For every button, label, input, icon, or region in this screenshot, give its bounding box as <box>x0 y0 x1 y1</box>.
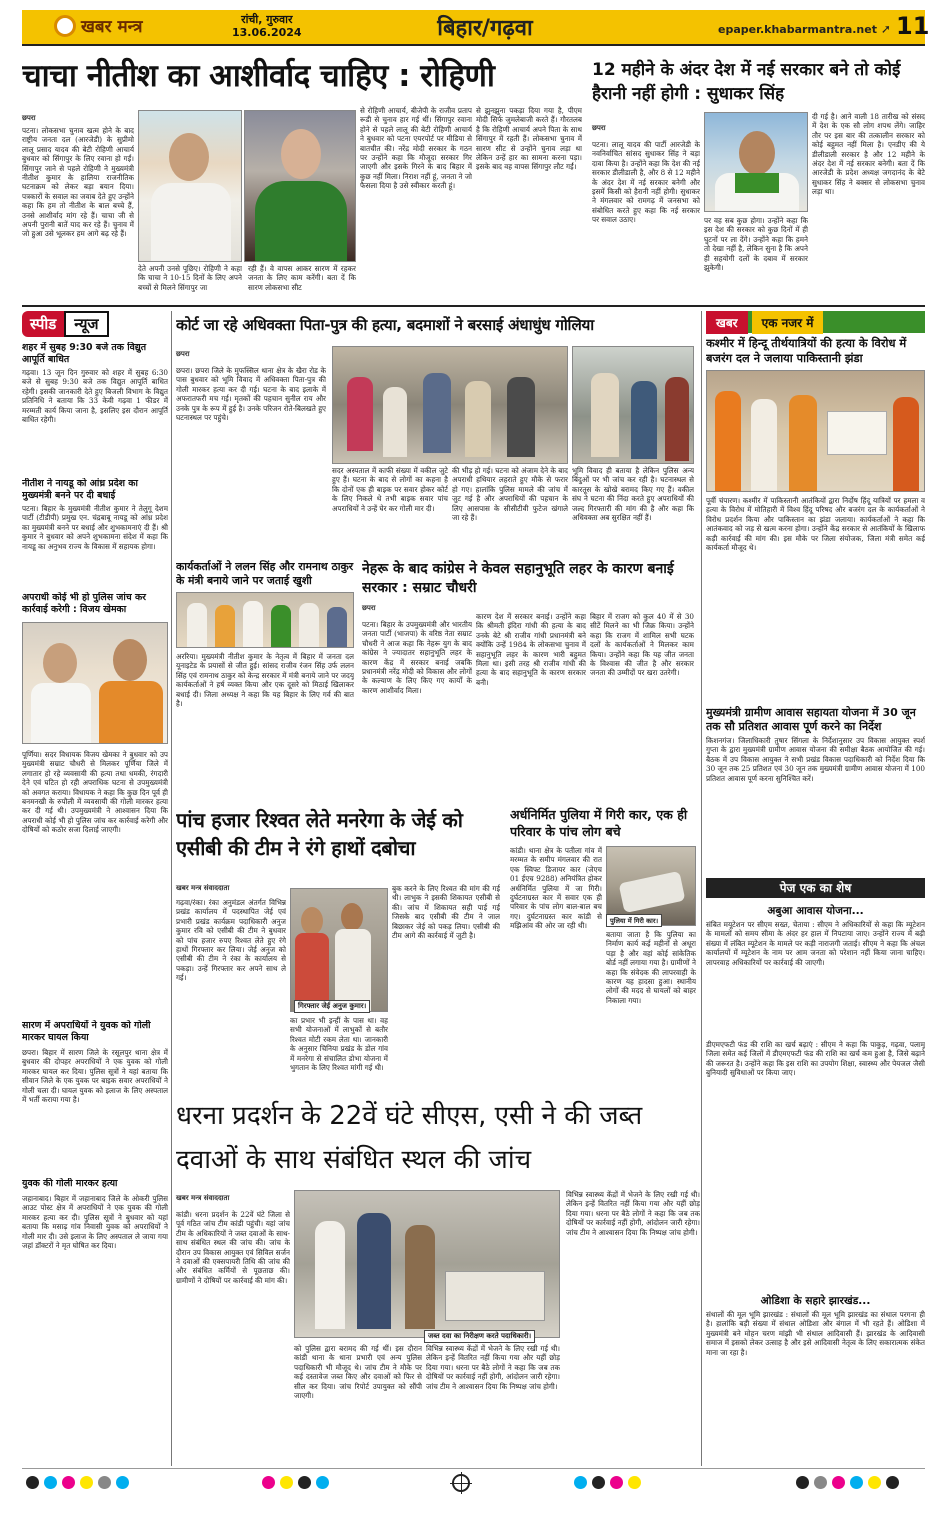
speed-item-4-head: सारण में अपराधियों ने युवक को गोली मारकर घायल किया <box>22 1020 151 1043</box>
section-title: बिहार/गढ़वा <box>437 16 533 41</box>
court-headline: कोर्ट जा रहे अधिवक्ता पिता-पुत्र की हत्या, बदमाशों ने बरसाई अंधाधुंध गोलिया <box>176 316 594 334</box>
sudhakar-photo <box>704 112 808 212</box>
kashmir-body: पूर्वी चंपारण। कश्मीर में पाकिस्तानी आतंकियों द्वारा निर्दोष हिंदू यात्रियों पर हमला व हत्या के विरोध में मोतिहारी में विश्व हिंदू परिषद और बजरंग दल के कार्यकर्ताओं ने विरोध प्रदर्शन किया और पाकिस्तान का झंडा जलाया। कार्यकर्ताओं ने कहा कि आतंकवाद को जड़ से खत्म करना होगा। उन्होंने केंद्र सरकार से आतंकियों के खिलाफ कड़ी कार्रवाई की मांग की। इस मौके पर जिला संयोजक, जिला मंत्री समेत कई कार्यकर्ता मौजूद थे। <box>706 496 925 553</box>
sudhakar-dateline: छपरा <box>592 124 606 132</box>
rohini-photo <box>244 110 356 262</box>
lead-body-col3: से रोहिणी आचार्य, बीजेपी के राजीव प्रताप रूडी से चुनाव हार गई थीं। सिंगापुर रवाना होने से पहले लालू की बेटी रोहिणी आचार्य ने बुधवार को पटना एयरपोर्ट पर मीडिया से बातचीत की। नरेंद्र मोदी सरकार के गठन पर उन्होंने कहा कि मौजूदा सरकार गिर जाएगी और इसके गिरने के बाद बिहार में कुछ नहीं मिला। निराश नहीं हूं, जनता ने जो फैसला दिया है उसे स्वीकार करती हूं। <box>360 106 472 191</box>
color-registration-mid <box>262 1476 329 1489</box>
culvert-body: कांडी। थाना क्षेत्र के पतीला गांव में मरम्मत के समीप मंगलवार की रात एक स्विफ्ट डिजायर कार (जेएच 01 ईएच 9288) अनियंत्रित होकर अर्धनिर्मित पुलिया में जा गिरी। दुर्घटनाग्रस्त कार में सवार एक ही परिवार के पांच लोग बाल-बाल बच गए। दुर्घटनाग्रस्त कार कांडी से मझिआंव की ओर जा रही थी। <box>510 846 602 931</box>
nitish-photo <box>138 110 242 262</box>
nehru-dateline: छपरा <box>362 604 376 612</box>
divider <box>701 311 702 1466</box>
brand-logo[interactable] <box>54 14 143 37</box>
speed-item-1-head: शहर में सुबह 9:30 बजे तक विद्युत आपूर्ति बाधित <box>22 342 147 365</box>
footer-rule <box>22 1468 925 1469</box>
speed-item-4-body: छपरा। बिहार में सारण जिले के रसूलपुर थाना क्षेत्र में बुधवार की दोपहर अपराधियों ने एक युवक को गोली मारकर घायल कर दिया। पुलिस सूत्रों ने यहां बताया कि सीवान जिले के एक युवक पर बाइक सवार अपराधियों ने गोली चला दी। घायल युवक को इलाज के लिए अस्पताल में भर्ती कराया गया है। <box>22 1048 168 1105</box>
awas-body: किशनगंज। जिलाधिकारी तुषार सिंगला के निर्देशानुसार उप विकास आयुक्त स्पर्श गुप्ता के द्वारा मुख्यमंत्री ग्रामीण आवास योजना की समीक्षा बैठक आयोजित की गई। बैठक में उप विकास आयुक्त ने सभी प्रखंड विकास पदाधिकारी को निर्देश दिया कि 30 जून तक 25 प्रतिशत एवं 30 जून तक मुख्यमंत्री ग्रामीण आवास योजना में 100 प्रतिशत आवास पूर्ण करना सुनिश्चित करें। <box>706 736 925 783</box>
court-crowd-photo <box>332 346 568 464</box>
lead-body-col4: से झुनझुना पकड़ा दिया गया है, पीएम मोदी सिर्फ जुमलेबाजी करते हैं। गौरतलब है कि रोहिणी आचार्य अपने पिता के साथ सिंगापुर में रहती हैं। लोकसभा चुनाव में सारण सीट से उन्होंने चुनाव लड़ा था लेकिन उन्हें हार का सामना करना पड़ा। इसके बाद वह वापस सिंगापुर लौट गईं। <box>476 106 582 172</box>
culvert-body-col2: बताया जाता है कि पुलिया का निर्माण कार्य कई महीनों से अधूरा पड़ा है और वहां कोई सांकेतिक बोर्ड नहीं लगाया गया है। ग्रामीणों ने कहा कि संवेदक की लापरवाही के कारण यह हादसा हुआ। स्थानीय लोगों की मदद से घायलों को बाहर निकाला गया। <box>606 930 696 1005</box>
court-body: छपरा। छपरा जिले के मुफस्सिल थाना क्षेत्र के खैरा रोड के पास बुधवार को भूमि विवाद में अधिवक्ता पिता-पुत्र की गोली मारकर हत्या कर दी गई। घटना के बाद इलाके में अफरातफरी मच गई। मृतकों की पहचान सुनील राय और उनके पुत्र के रूप में हुई है। उनके परिजन रोते-बिलखते हुए घटनास्थल पर पहुंचे। <box>176 366 326 423</box>
dharna-body-col2: को पुलिस द्वारा बरामद की गई थीं। इस दौरान कांडी थाना के थाना प्रभारी एवं अन्य पुलिस पदाधिकारी भी मौजूद थे। जांच टीम ने मौके पर कई दस्तावेज जब्त किए और दवाओं को फिर से सील कर दिया। जांच रिपोर्ट उपायुक्त को सौंपी जाएगी। <box>294 1344 422 1401</box>
color-registration-far <box>796 1476 899 1489</box>
court-body-col3: की भीड़ हो गई। घटना को अंजाम देने के बाद अपराधी हथियार लहराते हुए मौके से फरार हो गए। हालांकि पुलिस मामले की जांच में जुट गई है और अपराधियों की पहचान के लिए आसपास के सीसीटीवी फुटेज खंगाले जा रहे हैं। <box>452 466 568 523</box>
court-body-col4: भूमि विवाद ही बताया है लेकिन पुलिस अन्य बिंदुओं पर भी जांच कर रही है। घटनास्थल से कारतूस के खोखे बरामद किए गए हैं। वकील संघ ने घटना की निंदा करते हुए अपराधियों की जल्द गिरफ्तारी की मांग की है और कहा कि अधिवक्ता अब सुरक्षित नहीं हैं। <box>572 466 694 523</box>
kashmir-photo <box>706 370 925 492</box>
dharna-body: कांडी। धरना प्रदर्शन के 22वें घंटे जिला से पूर्व गठित जांच टीम कांडी पहुंची। यहां जांच टीम के अधिकारियों ने जब्त दवाओं के साथ-साथ संबंधित स्थल की जांच की। जांच के दौरान उप विकास आयुक्त एवं सिविल सर्जन ने दवाओं की एक्सपायरी तिथि की जांच की और संबंधित कर्मियों से पूछताछ की। ग्रामीणों ने दोषियों पर कार्रवाई की मांग की। <box>176 1210 290 1285</box>
speed-item-2-head: नीतीश ने नायडू को आंध्र प्रदेश का मुख्यमंत्री बनने पर दी बधाई <box>22 478 138 501</box>
nehru-headline: नेहरू के बाद कांग्रेस ने केवल सहानुभूति लहर के कारण बनाई सरकार : सम्राट चौधरी <box>362 561 674 596</box>
lead-headline: चाचा नीतीश का आशीर्वाद चाहिए : रोहिणी <box>22 58 495 94</box>
masthead-dateline <box>232 13 302 39</box>
bribe-photo <box>290 888 388 1012</box>
bribe-headline: पांच हजार रिश्वत लेते मनरेगा के जेई को एसीबी की टीम ने रंगे हाथों दबोचा <box>176 808 463 860</box>
karyakarta-body: अररिया। मुख्यमंत्री नीतीश कुमार के नेतृत्व में बिहार में जनता दल यूनाइटेड के प्रयासों से जीत हुई। सांसद राजीव रंजन सिंह उर्फ ललन सिंह एवं रामनाथ ठाकुर को केन्द्र सरकार में मंत्री बनाये जाने पर जदयू कार्यकर्ताओं ने हर्ष व्यक्त किया और एक दूसरे को मिठाई खिलाकर बधाई दी। जिला अध्यक्ष ने कहा कि यह बिहार के लिए गर्व की बात है। <box>176 652 354 709</box>
speed-item-3-body: पूर्णिया। सदर विधायक विजय खेमका ने बुधवार को उप मुख्यमंत्री सम्राट चौधरी से मिलकर पूर्णिया जिले में लगातार हो रहे व्यवसायी की हत्या तथा धमकी, रंगदारी देने एवं घटित हो रही अपराधिक घटना से उपमुख्यमंत्री को अवगत कराया। विधायक ने कहा कि कुछ दिन पूर्व ही बनमनखी के रुपौली में व्यवसायी की गोली मारकर हत्या कर दी गई थी। उपमुख्यमंत्री ने आश्वासन दिया कि अपराधी कोई भी हो पुलिस जांच कर कार्रवाई करेगी और दोषियों को कठोर सजा दिलाई जाएगी। <box>22 750 168 835</box>
color-registration-left <box>26 1476 129 1489</box>
site-url: epaper.khabarmantra.net <box>718 23 877 36</box>
khemka-photo <box>22 622 168 744</box>
dharna-photo-caption: जब्त दवा का निरीक्षण करते पदाधिकारी। <box>424 1330 535 1343</box>
bribe-byline: खबर मन्त्र संवाददाता <box>176 884 230 892</box>
issue-date: 13.06.2024 <box>232 26 302 39</box>
ek-nazar-banner <box>706 311 925 333</box>
dharna-body-col4: विभिन्न स्वास्थ्य केंद्रों में भेजने के लिए रखी गई थी। लेकिन इन्हें वितरित नहीं किया गया और यहीं छोड़ दिया गया। धरना पर बैठे लोगों ने कहा कि जब तक दोषियों पर कार्रवाई नहीं होगी, आंदोलन जारी रहेगा। जांच टीम ने आश्वासन दिया कि निष्पक्ष जांच होगी। <box>566 1190 700 1237</box>
page-one-head-1: अबुआ आवास योजना... <box>767 905 864 917</box>
color-registration-right <box>574 1476 641 1489</box>
court-hospital-photo <box>572 346 694 464</box>
bribe-body: गढ़वा/रंका। रंका अनुमंडल अंतर्गत विभिन्न प्रखंड कार्यालय में पदस्थापित जेई एवं प्रभारी प्रखंड कार्यक्रम पदाधिकारी अनुज कुमार रवि को एसीबी की टीम ने बुधवार को पांच हजार रुपए रिश्वत लेते हुए रंगे हाथों गिरफ्तार कर लिया। जेई अनुज को एसीबी की टीम ने रंका के कार्यालय से पकड़ा। उन्हें गिरफ्तार कर अपने साथ ले गई। <box>176 898 286 983</box>
court-body-col2: सदर अस्पताल में काफी संख्या में वकील जुटे हुए हैं। घटना के बाद से लोगों का कहना है कि दोनों एक ही बाइक पर सवार होकर कोर्ट के लिए निकले थे तभी बाइक सवार पांच अपराधियों ने उन्हें घेर कर गोली मार दी। <box>332 466 448 513</box>
speed-item-5-body: जहानाबाद। बिहार में जहानाबाद जिले के ओकरी पुलिस आउट पोस्ट क्षेत्र में अपराधियों ने एक युवक की गोली मारकर हत्या कर दी। पुलिस सूत्रों ने बुधवार को यहां बताया कि मसाढ़ गांव निवासी युवक को अपराधियों ने गोली मार दी। उसे इलाज के लिए अस्पताल ले जाया गया जहां डॉक्टरों ने मृत घोषित कर दिया। <box>22 1194 168 1251</box>
bribe-photo-caption: गिरफ्तार जेई अनुज कुमार। <box>294 1000 370 1013</box>
court-dateline: छपरा <box>176 350 190 358</box>
kashmir-headline: कश्मीर में हिन्दू तीर्थयात्रियों की हत्या के विरोध में बजरंग दल ने जलाया पाकिस्तानी झंडा <box>706 336 907 365</box>
registration-crosshair-icon <box>452 1474 470 1492</box>
karyakarta-photo <box>176 592 354 648</box>
city-day: रांची, गुरुवार <box>241 13 293 26</box>
dharna-byline: खबर मन्त्र संवाददाता <box>176 1194 230 1202</box>
page-one-body-2: संथालों की मूल भूमि झारखंड : संथालों की मूल भूमि झारखंड का संथाल परगना ही है। हालांकि बड़ी संख्या में संथाल ओडिशा और बंगाल में भी रहते हैं। ओडिशा में मुख्यमंत्री बने मोहन चरण मांझी भी संथाल आदिवासी हैं। झारखंड के आदिवासी समाज में इसको लेकर उत्साह है और इसे आदिवासी नेतृत्व के लिए सकारात्मक संकेत माना जा रहा है। <box>706 1310 925 1357</box>
cursor-icon: ➚ <box>880 22 891 36</box>
sudhakar-body: पटना। लालू यादव की पार्टी आरजेडी के नवनिर्वाचित सांसद सुधाकर सिंह ने बड़ा दावा किया है। उन्होंने कहा कि देश की नई सरकार डीलीडाली है, और 8 से 12 महीने के अंदर देश में नई सरकार बनेगी और इसमें किसी को हैरानी नहीं होगी। सुधाकर ने मंगलवार को रामगढ़ में जनसभा को संबोधित करते हुए कहा कि नई सरकार पर सवाल उठाए। <box>592 140 700 225</box>
page-number: 11 <box>896 12 930 40</box>
bribe-body-col3: बुक करने के लिए रिश्वत की मांग की गई थी। लाभुक ने इसकी शिकायत एसीबी से की। जांच में शिकायत सही पाई गई जिसके बाद एसीबी की टीम ने जाल बिछाकर जेई को पकड़ लिया। एसीबी की टीम आगे की कार्रवाई में जुटी है। <box>392 884 500 941</box>
awas-headline: मुख्यमंत्री ग्रामीण आवास सहायता योजना में 30 जून तक सौ प्रतिशत आवास पूर्ण करने का निर्देश <box>706 706 916 733</box>
page-one-head-2: ओडिशा के सहारे झारखंड... <box>760 1295 871 1307</box>
ek-nazar-label: एक नजर में <box>752 311 824 334</box>
culvert-headline: अर्धनिर्मित पुलिया में गिरी कार, एक ही परिवार के पांच लोग बचे <box>510 807 688 839</box>
sudhakar-body-col2: पर वह सब कुछ होगा। उन्होंने कहा कि इस देश की सरकार को कुछ दिनों में ही घुटनों पर ला देंगे। उन्होंने कहा कि हमने तो देखा नहीं है, लेकिन सुना है कि अपने ही सहयोगी दलों के दबाव में सरकार झुकेगी। <box>704 216 808 273</box>
speed-item-2-body: पटना। बिहार के मुख्यमंत्री नीतीश कुमार ने तेलुगू देशम पार्टी (टीडीपी) प्रमुख एन. चंद्रबाबू नायडू को आंध्र प्रदेश का मुख्यमंत्री बनने पर बधाई और शुभकामनाएं दी हैं। श्री कुमार ने बुधवार को अपने शुभकामना संदेश में कहा कि नायडू का अनुभव राज्य के विकास में सहायक होगा। <box>22 504 168 551</box>
culvert-photo-caption: पुलिया में गिरी कार। <box>606 914 662 927</box>
khabar-badge: खबर <box>706 311 748 334</box>
sudhakar-headline: 12 महीने के अंदर देश में नई सरकार बने तो कोई हैरानी नहीं होगी : सुधाकर सिंह <box>592 60 901 104</box>
nehru-body-col2: कारण देश में सरकार बनाई। उन्होंने कहा कि श्रीमती इंदिरा गांधी की हत्या के बाद उनके बेटे श्री राजीव गांधी प्रधानमंत्री बने क्योंकि उन्हें 1984 के लोकसभा चुनाव में सहानुभूति लहर के कारण भारी बहुमत मिला था। इसी तरह श्री राजीव गांधी की हत्या के बाद सहानुभूति के कारण सरकार बनी। <box>476 612 586 687</box>
page-one-body-1b: डीएमएफटी फंड की राशि का खर्च बढ़ाएं : सीएम ने कहा कि पाकुड़, गढ़वा, पलामू जिला समेत कई जिलों में डीएमएफटी फंड की राशि का खर्च कम हुआ है, जिसे बढ़ाने की जरूरत है। उन्होंने कहा कि इस राशि का उपयोग शिक्षा, स्वास्थ्य और पेयजल जैसी बुनियादी सुविधाओं पर किया जाए। <box>706 1040 925 1078</box>
dharna-body-col3: विभिन्न स्वास्थ्य केंद्रों में भेजने के लिए रखी गई थी। लेकिन इन्हें वितरित नहीं किया गया और यहीं छोड़ दिया गया। धरना पर बैठे लोगों ने कहा कि जब तक दोषियों पर कार्रवाई नहीं होगी, आंदोलन जारी रहेगा। जांच टीम ने आश्वासन दिया कि निष्पक्ष जांच होगी। <box>426 1344 560 1391</box>
speed-item-3-head: अपराधी कोई भी हो पुलिस जांच कर कार्रवाई करेगी : विजय खेमका <box>22 592 147 615</box>
speed-item-1-body: गढ़वा। 13 जून दिन गुरुवार को शहर में सुबह 6:30 बजे से सुबह 9:30 बजे तक विद्युत आपूर्ति बाधित रहेगी। इसकी जानकारी देते हुए बिजली विभाग के विद्युत प्रतिनिधि ने बताया कि 33 केवी गढ़वा 1 फीडर में मरम्मती कार्य किया जाना है, इसलिए इस दौरान आपूर्ति बाधित रहेगी। <box>22 368 168 425</box>
lead-photo-caption-left: देते अपनी उनसे पूछिए। रोहिणी ने कहा कि चाचा ने 10-15 दिनों के लिए अपने बच्चों से मिलने सिंगापुर जा <box>138 264 242 292</box>
page-one-band: पेज एक का शेष <box>706 878 925 898</box>
nehru-body-col3: बिहार में राजग को कुल 40 में से 30 सीटें मिलने का भी जिक्र किया। उन्होंने कहा कि राजग में शामिल सभी घटक दलों के कार्यकर्ताओं ने मिलकर काम किया। उन्होंने कहा कि यह जीत जनता के विश्वास की जीत है और सरकार जनता की उम्मीदों पर खरा उतरेगी। <box>590 612 694 678</box>
lead-body: पटना। लोकसभा चुनाव खत्म होने के बाद राष्ट्रीय जनता दल (आरजेडी) के सुप्रीमो लालू प्रसाद यादव की बेटी रोहिणी आचार्य बुधवार को सिंगापुर के लिए रवाना हो गईं। सिंगापुर जाने से पहले रोहिणी ने मुख्यमंत्री नीतीश कुमार के हालिया राजनीतिक घटनाक्रम को लेकर बड़ा बयान दिया। पत्रकारों के सवाल का जवाब देते हुए उन्होंने कहा कि हम तो नीतीश के बाल बच्चे हैं, उनसे आशीर्वाद मांग रहे हैं। चाचा जी से अपनी पुरानी बातें याद कर रहे हैं। चुनाव में जो हुआ उसे भूलकर हम आगे बढ़ रहे हैं। <box>22 126 134 239</box>
divider <box>22 305 925 307</box>
brand-name: खबर मन्त्र <box>81 17 143 37</box>
sudhakar-body-col3: दी गई है। आने वाली 18 तारीख को संसद में देश के एक सौ लोग शपथ लेंगे। जाहिर तौर पर इस बार की तत्कालीन सरकार को कोई बहुमत नहीं मिला है। एनडीए की ये डीलीडाली सरकार है और 12 महीने के अंदर देश में नई सरकार बनेगी। बता दें कि आरजेडी के प्रदेश अध्यक्ष जगदानंद के बेटे सुधाकर सिंह ने बक्सर से लोकसभा चुनाव लड़ा था। <box>812 112 925 197</box>
bribe-body-col2: का प्रभार भी इन्हीं के पास था। वह सभी योजनाओं में लाभुकों से बतौर रिश्वत मोटी रकम लेता था। जानकारी के अनुसार चिनिया प्रखंड के डोल गांव में मनरेगा से संचालित डोभा योजना में भुगतान के लिए रिश्वत मांगी गई थी। <box>290 1016 388 1073</box>
speed-item-5-head: युवक की गोली मारकर हत्या <box>22 1178 118 1189</box>
news-label: न्यूज <box>64 311 108 337</box>
logo-icon <box>54 15 76 37</box>
dharna-headline: धरना प्रदर्शन के 22वें घंटे सीएस, एसी ने की जब्त दवाओं के साथ संबंधित स्थल की जांच <box>176 1101 643 1175</box>
lead-dateline: छपरा <box>22 114 36 122</box>
speed-label: स्पीड <box>22 311 64 337</box>
dharna-photo <box>294 1190 560 1338</box>
epaper-link[interactable] <box>718 22 891 36</box>
lead-photo-caption-right: रही हैं। वे वापस आकर सारण में रहकर जनता के लिए काम करेंगी। बता दें कि सारण लोकसभा सीट <box>248 264 356 292</box>
karyakarta-headline: कार्यकर्ताओं ने ललन सिंह और रामनाथ ठाकुर के मंत्री बनाये जाने पर जताई खुशी <box>176 560 354 587</box>
nehru-body: पटना। बिहार के उपमुख्यमंत्री और भारतीय जनता पार्टी (भाजपा) के वरिष्ठ नेता सम्राट चौधरी ने आज कहा कि नेहरू युग के बाद कांग्रेस ने ज्यादातर सहानुभूति लहर के कारण केंद्र में सरकार बनाई जबकि प्रधानमंत्री नरेंद्र मोदी को विकास और लोगों के कल्याण के लिए किए गए कार्यों के कारण आशीर्वाद मिला। <box>362 620 472 695</box>
speed-news-banner <box>22 311 168 337</box>
page-one-body-1: संबित मयूटेशन पर सीएम सख्त, चेताया : सीएम ने अधिकारियों से कहा कि म्यूटेशन के मामलों को समय सीमा के अंदर हर हाल में निपटाया जाए। उन्होंने राज्य में बढ़ी संख्या में लंबित म्यूटेशन के मामले पर कड़ी नाराजगी जताई। सीएम ने कहा कि अंचल कार्यालयों में म्यूटेशन के नाम पर आम जनता को परेशान नहीं किया जाना चाहिए। लापरवाह अधिकारियों पर कार्रवाई की जाएगी। <box>706 920 925 967</box>
divider <box>171 311 172 1466</box>
